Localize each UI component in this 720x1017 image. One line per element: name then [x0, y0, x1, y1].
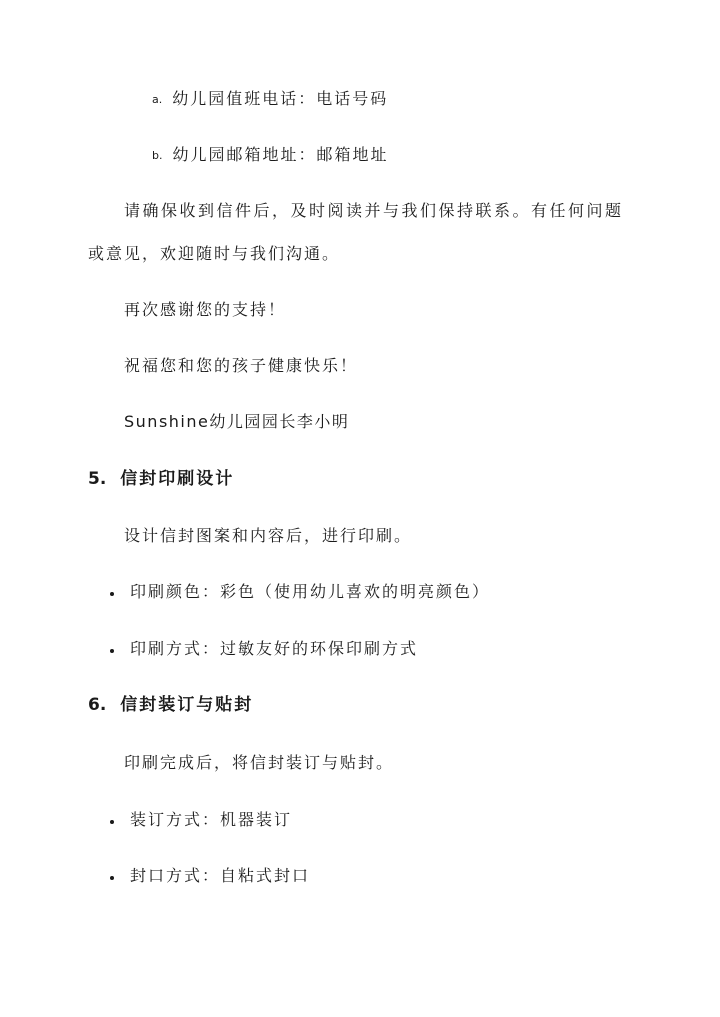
contact-item-text: 幼儿园邮箱地址：邮箱地址 — [172, 145, 389, 164]
bullet-dot — [110, 876, 114, 880]
list-marker: a. — [152, 93, 163, 106]
bullet-item: 装订方式：机器装订 — [130, 810, 293, 829]
bullet-dot — [110, 649, 114, 653]
bullet-item: 印刷颜色：彩色（使用幼儿喜欢的明亮颜色） — [130, 582, 491, 601]
thanks-line: 再次感谢您的支持！ — [124, 300, 287, 319]
section-heading-6 — [88, 694, 253, 716]
contact-item-phone — [152, 88, 388, 111]
signature-line: Sunshine幼儿园园长李小明 — [124, 412, 350, 431]
section-intro: 设计信封图案和内容后，进行印刷。 — [124, 526, 413, 545]
list-marker: b. — [152, 149, 163, 162]
section-intro: 印刷完成后，将信封装订与贴封。 — [124, 753, 395, 772]
contact-item-text: 幼儿园值班电话：电话号码 — [172, 89, 389, 108]
paragraph-line: 请确保收到信件后，及时阅读并与我们保持联系。有任何问题 — [124, 201, 624, 220]
section-heading-5 — [88, 468, 234, 490]
section-title: 信封印刷设计 — [120, 469, 235, 489]
wishes-line: 祝福您和您的孩子健康快乐！ — [124, 356, 359, 375]
bullet-dot — [110, 820, 114, 824]
section-number: 5. — [88, 469, 107, 489]
contact-item-email — [152, 144, 389, 167]
bullet-item: 印刷方式：过敏友好的环保印刷方式 — [130, 639, 419, 658]
paragraph-line: 或意见，欢迎随时与我们沟通。 — [88, 244, 341, 263]
section-title: 信封装订与贴封 — [120, 695, 254, 715]
bullet-item: 封口方式：自粘式封口 — [130, 866, 311, 885]
section-number: 6. — [88, 695, 107, 715]
bullet-dot — [110, 592, 114, 596]
